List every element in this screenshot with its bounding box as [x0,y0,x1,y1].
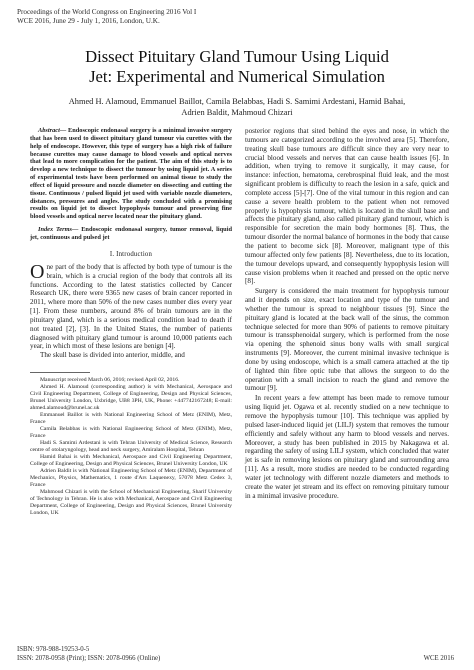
footer-conference: WCE 2016 [423,655,454,662]
header-proceedings: Proceedings of the World Congress on Engineering 2016 Vol I [17,8,197,16]
intro-paragraph-2: The skull base is divided into anterior, middle, and [40,351,185,360]
authors-line-1: Ahmed H. Alamoud, Emmanuel Baillot, Camila Belabbas, Hadi S. Samimi Ardestani, Hamid Bahai, [68,97,406,106]
body-paragraph: In recent years a few attempt has been made to remove tumour using liquid jet. Ogawa et al. recently studied on a new technique to remove the hypophysis tumour [10]. This technique was applied by pulsed laser-induced liquid jet (LILJ) system that removes the tumour efficiently and safely without any harm to blood vessels and nerves. Moreover, a study has been published in 2015 by Nakagawa et al. regarding the safety of using LILJ system, which concluded that water jet is safe in removing lesions on pituitary gland and surrounding area [11]. As a result, more studies are needed to be conducted regarding water jet technology with different nozzle diameters and methods to create the water jet stream and its effect on removing pituitary tumour in a minimal invasive procedure. [245,394,449,500]
index-terms [30,226,232,242]
footnote-divider [30,372,90,373]
abstract [30,127,232,221]
abstract-text: Endoscopic endonasal surgery is a minimal invasive surgery that has been used to dissect pituitary gland tumour via curettes with the help of endoscope. However, this type of surgery has a high risk of failure because curettes may cause damage to blood vessels and optical nerves that lead to more complication for the patient. The aim of this study is to develop a new technique to dissect the tumour by using liquid jet. A series of experimental tests have been performed on animal tissue to study the effect of liquid pressure and nozzle diameter on dissecting and cutting the tissue. Continuous / pulsed liquid jet used with variable nozzle diameters, distances, pressures and angles. The study concluded with a promising results on liquid jet to dissect hypophysis tumour and preserving fine blood vessels and optical nerve located near the pituitary gland. [30,127,232,221]
footnotes [30,377,232,517]
footnote: Hamid Bahai is with Mechanical, Aerospace and Civil Engineering Department, College of Engineering, Design and Physical Sciences, Brunel University London, UK [30,454,232,468]
footnote: Mahmoud Chizari is with the School of Mechanical Engineering, Sharif University of Technology in Tehran. He is also with Mechanical, Aerospace and Civil Engineering Department, College of Engineering, Design and Physical Sciences, Brunel University London, UK [30,489,232,517]
footnote: Emmanuel Baillot is with National Engineering School of Metz (ENIM), Metz, France [30,412,232,426]
body-paragraph: Surgery is considered the main treatment for hypophysis tumour and it depends on size, exact location and type of the tumour and whether the tumour is spread to neighbour tissues [9]. Since the pituitary gland is located at the back wall of the sinus, the common technique selected for more than 90% of patients to remove pituitary tumour is transsphenoidal surgery, which is performed from the nose via opening the sphenoid sinus bony walls with small surgical instruments [9]. Moreover, the current minimal invasive technique is done by using endoscope, which is a small camera attached at the tip of lighted thin fibre optic tube that allows the surgeon to do the operation with a small incision to reach the gland and remove the tumour [9]. [245,287,449,393]
header-conference: WCE 2016, June 29 - July 1, 2016, London, U.K. [17,17,160,25]
intro-paragraph-1-text: ne part of the body that is affected by both type of tumour is the brain, which is a crucial region of the body that controls all its functions. According to the latest statistics collected by Cancer Research UK, there were 9365 new cases of brain cancer reported in 2011, where more than 50% of the new cases number dies every year [1]. From these numbers, around 8% of brain tumours are in the pituitary gland, which is a serious medical condition lead to death if not treated [2], [3]. In the United States, the number of patients diagnosed with pituitary gland tumour is around 10,000 patients each year, in which most of these lesions are benign [4]. [30,262,232,351]
section-heading-introduction: I. Introduction [109,250,153,258]
drop-cap: O [30,260,45,283]
index-terms-text: Endoscopic endonasal surgery, tumor removal, liquid jet, continuous and pulsed jet [30,226,232,241]
author-list [30,96,444,118]
footer-isbn: ISBN: 978-988-19253-0-5 [17,646,90,653]
right-column [245,127,449,500]
paper-title [20,47,454,87]
index-terms-label: Index Terms— [38,226,79,234]
footnote: Adrien Baldit is with National Engineering School of Metz (ENIM), Department of Mechanics, Physics, Mathematics, 1 route d'Ars Laquenexy, 57078 Metz Cedex 3, France [30,468,232,489]
running-header [17,8,317,26]
left-column [30,127,232,517]
title-line-1: Dissect Pituitary Gland Tumour Using Liquid [85,47,389,66]
abstract-label: Abstract— [38,127,67,134]
footer-issn: ISSN: 2078-0958 (Print); ISSN: 2078-0966 (Online) [17,654,161,662]
intro-paragraph-1 [30,260,232,351]
title-line-2: Jet: Experimental and Numerical Simulation [89,67,385,86]
footnote: Hadi S. Samimi Ardestani is with Tehran University of Medical Science, Research centre of otolaryngology, head and neck surgery, Amiralam Hospital, Tehran [30,440,232,454]
footer-identifiers [17,646,160,663]
authors-line-2: Adrien Baldit, Mahmoud Chizari [181,108,293,117]
footnote: Camila Belabbas is with National Engineering School of Metz (ENIM), Metz, France [30,426,232,440]
footnote: Ahmed H. Alamoud (corresponding author) is with Mechanical, Aerospace and Civil Engineering Department, College of Engineering, Design and Physical Sciences, Brunel University London, Uxbridge, UB8 3PH, UK, Phone: +447742167248; E-mail: ahmed.alamoud@brunel.ac.uk [30,384,232,412]
body-paragraph: posterior regions that sited behind the eyes and nose, in which the tumours are categorized according to the involved area [5]. Therefore, treating skull base tumours are difficult since they are very near to crucial blood vessels and nerves that can cause health issues [6]. In addition, when trying to remove it surgically, it may cause, for instance: infection, hematoma, cerebrospinal fluid leak, and the most significant problem is difficulty to reach the lesion in a safe, quick and complete access [5]-[7]. One of the vital tumour in this region and can cause a severe health problem to the patient when not removed properly is hypophysis tumour, which is located in the skull base and affects the pituitary gland, also called pituitary gland tumour, which is responsible for secretion the main body hormones [8]. Thus, the tumour disorder the normal balance of hormones in the body that cause the patient to become sick [8]. Moreover, malignant type of this tumour affected only few patients [8]. Nevertheless, due to its location, the tumour develops upward, and consequently hypophysis lesion will cause vision problems when it reached and pressed on the optic nerve [8]. [245,127,449,286]
footnote: Manuscript received March 06, 2016; revised April 02, 2016. [40,377,180,384]
